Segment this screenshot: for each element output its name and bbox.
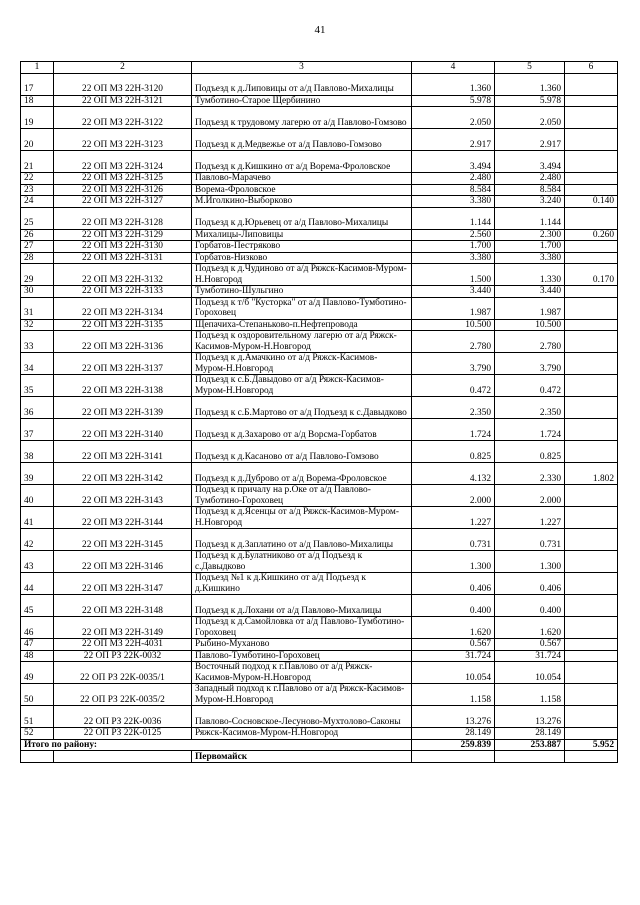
length-col6 [565, 286, 618, 298]
road-name: Подъезд к причалу на р.Оке от а/д Павлово-Тумботино-Гороховец [192, 485, 412, 507]
road-code: 22 ОП МЗ 22Н-3132 [54, 264, 192, 286]
road-name: Западный подход к г.Павлово от а/д Ряжск-Касимов-Муром-Н.Новгород [192, 684, 412, 706]
row-number: 33 [21, 331, 54, 353]
road-code: 22 ОП МЗ 22Н-3120 [54, 73, 192, 95]
road-name: Павлово-Сосновское-Лесуново-Мухтолово-Саконы [192, 706, 412, 728]
length-col6 [565, 73, 618, 95]
length-total: 2.350 [412, 397, 495, 419]
length-col5: 2.480 [495, 173, 565, 185]
length-col5: 3.380 [495, 252, 565, 264]
length-col6: 1.802 [565, 463, 618, 485]
row-number: 35 [21, 375, 54, 397]
road-code: 22 ОП МЗ 22Н-3121 [54, 95, 192, 107]
row-number: 18 [21, 95, 54, 107]
road-name: Подъезд к д.Дуброво от а/д Ворема-Фроловское [192, 463, 412, 485]
length-col5: 1.620 [495, 617, 565, 639]
length-col6: 0.170 [565, 264, 618, 286]
section-empty-cell [412, 751, 495, 763]
length-col5: 10.054 [495, 662, 565, 684]
length-col6 [565, 419, 618, 441]
road-name: Ворема-Фроловское [192, 184, 412, 196]
road-code: 22 ОП МЗ 22Н-3129 [54, 229, 192, 241]
row-number: 40 [21, 485, 54, 507]
length-total: 0.400 [412, 595, 495, 617]
length-col5: 2.000 [495, 485, 565, 507]
row-number: 25 [21, 207, 54, 229]
table-row [21, 441, 618, 463]
length-col5: 0.567 [495, 639, 565, 651]
table-row [21, 184, 618, 196]
table-row [21, 107, 618, 129]
header-col-1: 1 [21, 62, 54, 74]
road-code: 22 ОП РЗ 22К-0035/2 [54, 684, 192, 706]
length-col5: 0.400 [495, 595, 565, 617]
road-name: Подъезд к д.Самойловка от а/д Павлово-Тумботино-Гороховец [192, 617, 412, 639]
header-col-3: 3 [192, 62, 412, 74]
road-name: Подъезд к д.Чудиново от а/д Ряжск-Касимов-Муром-Н.Новгород [192, 264, 412, 286]
road-name: Подъезд к д.Касаново от а/д Павлово-Гомзово [192, 441, 412, 463]
length-total: 0.731 [412, 529, 495, 551]
row-number: 26 [21, 229, 54, 241]
length-col5: 3.440 [495, 286, 565, 298]
road-name: Подъезд к д.Кишкино от а/д Ворема-Фроловское [192, 151, 412, 173]
length-total: 1.500 [412, 264, 495, 286]
table-row [21, 207, 618, 229]
total-row [21, 739, 618, 751]
length-col6: 0.260 [565, 229, 618, 241]
length-col5: 31.724 [495, 650, 565, 662]
length-total: 8.584 [412, 184, 495, 196]
road-code: 22 ОП МЗ 22Н-3147 [54, 573, 192, 595]
length-total: 0.825 [412, 441, 495, 463]
table-row [21, 264, 618, 286]
road-code: 22 ОП МЗ 22Н-3122 [54, 107, 192, 129]
length-col5: 3.494 [495, 151, 565, 173]
length-col5: 3.240 [495, 196, 565, 208]
row-number: 42 [21, 529, 54, 551]
length-col6 [565, 353, 618, 375]
length-col6 [565, 319, 618, 331]
length-total: 1.227 [412, 507, 495, 529]
section-title: Первомайск [192, 751, 412, 763]
length-col6 [565, 706, 618, 728]
road-name: Ряжск-Касимов-Муром-Н.Новгород [192, 728, 412, 740]
row-number: 52 [21, 728, 54, 740]
length-col6 [565, 331, 618, 353]
road-name: Подъезд к трудовому лагерю от а/д Павлово-Гомзово [192, 107, 412, 129]
length-col5: 0.731 [495, 529, 565, 551]
length-col6 [565, 107, 618, 129]
table-row [21, 331, 618, 353]
table-row [21, 319, 618, 331]
row-number: 41 [21, 507, 54, 529]
length-total: 5.978 [412, 95, 495, 107]
length-col5: 2.780 [495, 331, 565, 353]
road-name: Подъезд к д.Заплатино от а/д Павлово-Михалицы [192, 529, 412, 551]
length-col6 [565, 529, 618, 551]
length-col5: 1.360 [495, 73, 565, 95]
length-col5: 0.825 [495, 441, 565, 463]
length-col5: 10.500 [495, 319, 565, 331]
length-col6 [565, 184, 618, 196]
length-total: 1.360 [412, 73, 495, 95]
length-col5: 2.330 [495, 463, 565, 485]
table-row [21, 639, 618, 651]
road-code: 22 ОП МЗ 22Н-3135 [54, 319, 192, 331]
length-col6: 0.140 [565, 196, 618, 208]
length-total: 1.700 [412, 241, 495, 253]
road-code: 22 ОП МЗ 22Н-3128 [54, 207, 192, 229]
table-row [21, 728, 618, 740]
length-col6 [565, 241, 618, 253]
table-row [21, 529, 618, 551]
road-code: 22 ОП МЗ 22Н-3134 [54, 297, 192, 319]
length-col5: 5.978 [495, 95, 565, 107]
road-name: Подъезд к д.Медвежье от а/д Павлово-Гомзово [192, 129, 412, 151]
road-code: 22 ОП МЗ 22Н-3145 [54, 529, 192, 551]
road-code: 22 ОП МЗ 22Н-4031 [54, 639, 192, 651]
road-name: Горбатов-Пестряково [192, 241, 412, 253]
length-col5: 1.227 [495, 507, 565, 529]
row-number: 51 [21, 706, 54, 728]
road-code: 22 ОП МЗ 22Н-3138 [54, 375, 192, 397]
section-empty-cell [54, 751, 192, 763]
length-col5: 13.276 [495, 706, 565, 728]
road-code: 22 ОП МЗ 22Н-3125 [54, 173, 192, 185]
length-total: 1.300 [412, 551, 495, 573]
length-col6 [565, 728, 618, 740]
length-col6 [565, 595, 618, 617]
row-number: 36 [21, 397, 54, 419]
length-col5: 0.472 [495, 375, 565, 397]
total-c4: 259.839 [412, 739, 495, 751]
length-total: 10.054 [412, 662, 495, 684]
row-number: 21 [21, 151, 54, 173]
table-row [21, 73, 618, 95]
road-name: Горбатов-Низково [192, 252, 412, 264]
roads-table [20, 61, 618, 763]
length-col5: 1.724 [495, 419, 565, 441]
road-code: 22 ОП МЗ 22Н-3136 [54, 331, 192, 353]
length-col5: 2.300 [495, 229, 565, 241]
table-row [21, 419, 618, 441]
road-name: Подъезд к т/б "Кусторка" от а/д Павлово-Тумботино-Гороховец [192, 297, 412, 319]
road-code: 22 ОП МЗ 22Н-3142 [54, 463, 192, 485]
road-name: Подъезд к д.Ясенцы от а/д Ряжск-Касимов-Муром-Н.Новгород [192, 507, 412, 529]
road-code: 22 ОП МЗ 22Н-3137 [54, 353, 192, 375]
table-row [21, 684, 618, 706]
length-col6 [565, 375, 618, 397]
length-col6 [565, 173, 618, 185]
road-name: Подъезд к д.Лохани от а/д Павлово-Михалицы [192, 595, 412, 617]
table-row [21, 95, 618, 107]
length-col6 [565, 662, 618, 684]
road-name: Подъезд к д.Липовицы от а/д Павлово-Михалицы [192, 73, 412, 95]
length-col5: 8.584 [495, 184, 565, 196]
row-number: 29 [21, 264, 54, 286]
length-col5: 1.300 [495, 551, 565, 573]
row-number: 23 [21, 184, 54, 196]
length-total: 1.158 [412, 684, 495, 706]
section-empty-cell [495, 751, 565, 763]
row-number: 24 [21, 196, 54, 208]
length-total: 2.480 [412, 173, 495, 185]
road-name: Тумботино-Шульгино [192, 286, 412, 298]
road-name: Подъезд к с.Б.Давыдово от а/д Ряжск-Касимов-Муром-Н.Новгород [192, 375, 412, 397]
table-row [21, 129, 618, 151]
length-col5: 2.350 [495, 397, 565, 419]
row-number: 28 [21, 252, 54, 264]
road-code: 22 ОП МЗ 22Н-3144 [54, 507, 192, 529]
road-name: Михалицы-Липовицы [192, 229, 412, 241]
length-total: 28.149 [412, 728, 495, 740]
table-row [21, 507, 618, 529]
road-name: Щепачиха-Степаньково-п.Нефтепровода [192, 319, 412, 331]
length-total: 3.440 [412, 286, 495, 298]
table-row [21, 229, 618, 241]
table-row [21, 650, 618, 662]
table-row [21, 573, 618, 595]
table-row [21, 551, 618, 573]
table-header-row [21, 62, 618, 74]
row-number: 32 [21, 319, 54, 331]
row-number: 34 [21, 353, 54, 375]
road-name: Подъезд к д.Юрьевец от а/д Павлово-Михалицы [192, 207, 412, 229]
table-row [21, 286, 618, 298]
road-name: Восточный подход к г.Павлово от а/д Ряжск-Касимов-Муром-Н.Новгород [192, 662, 412, 684]
length-total: 1.620 [412, 617, 495, 639]
length-col6 [565, 151, 618, 173]
length-total: 2.050 [412, 107, 495, 129]
length-total: 4.132 [412, 463, 495, 485]
road-name: Подъезд к с.Б.Мартово от а/д Подъезд к с.Давыдково [192, 397, 412, 419]
length-col6 [565, 639, 618, 651]
road-code: 22 ОП МЗ 22Н-3139 [54, 397, 192, 419]
row-number: 30 [21, 286, 54, 298]
road-name: Подъезд к д.Булатниково от а/д Подъезд к с.Давыдково [192, 551, 412, 573]
length-col5: 1.330 [495, 264, 565, 286]
length-col6 [565, 297, 618, 319]
length-col6 [565, 573, 618, 595]
length-col6 [565, 650, 618, 662]
road-name: М.Иголкино-Выборково [192, 196, 412, 208]
row-number: 37 [21, 419, 54, 441]
length-total: 3.494 [412, 151, 495, 173]
length-total: 1.724 [412, 419, 495, 441]
table-row [21, 463, 618, 485]
length-col6 [565, 617, 618, 639]
road-code: 22 ОП РЗ 22К-0035/1 [54, 662, 192, 684]
length-col6 [565, 95, 618, 107]
row-number: 17 [21, 73, 54, 95]
table-row [21, 595, 618, 617]
total-c6: 5.952 [565, 739, 618, 751]
row-number: 20 [21, 129, 54, 151]
length-col6 [565, 507, 618, 529]
row-number: 45 [21, 595, 54, 617]
length-col5: 0.406 [495, 573, 565, 595]
length-col5: 2.050 [495, 107, 565, 129]
table-row [21, 617, 618, 639]
table-row [21, 485, 618, 507]
length-total: 2.000 [412, 485, 495, 507]
road-code: 22 ОП МЗ 22Н-3127 [54, 196, 192, 208]
section-row [21, 751, 618, 763]
header-col-4: 4 [412, 62, 495, 74]
length-col5: 3.790 [495, 353, 565, 375]
row-number: 49 [21, 662, 54, 684]
length-col6 [565, 551, 618, 573]
length-col6 [565, 129, 618, 151]
road-name: Подъезд к д.Захарово от а/д Ворсма-Горбатов [192, 419, 412, 441]
section-empty-cell [565, 751, 618, 763]
row-number: 38 [21, 441, 54, 463]
table-row [21, 353, 618, 375]
road-code: 22 ОП МЗ 22Н-3124 [54, 151, 192, 173]
road-code: 22 ОП МЗ 22Н-3149 [54, 617, 192, 639]
road-code: 22 ОП МЗ 22Н-3123 [54, 129, 192, 151]
road-code: 22 ОП МЗ 22Н-3140 [54, 419, 192, 441]
row-number: 44 [21, 573, 54, 595]
road-code: 22 ОП МЗ 22Н-3148 [54, 595, 192, 617]
length-total: 31.724 [412, 650, 495, 662]
road-code: 22 ОП МЗ 22Н-3126 [54, 184, 192, 196]
length-col6 [565, 485, 618, 507]
road-code: 22 ОП МЗ 22Н-3131 [54, 252, 192, 264]
road-name: Подъезд к оздоровительному лагерю от а/д Ряжск-Касимов-Муром-Н.Новгород [192, 331, 412, 353]
length-col5: 1.700 [495, 241, 565, 253]
table-row [21, 151, 618, 173]
length-col5: 2.917 [495, 129, 565, 151]
length-col6 [565, 252, 618, 264]
row-number: 31 [21, 297, 54, 319]
table-row [21, 662, 618, 684]
length-col6 [565, 441, 618, 463]
length-total: 1.987 [412, 297, 495, 319]
row-number: 46 [21, 617, 54, 639]
page-number: 41 [314, 24, 326, 36]
road-name: Рыбино-Муханово [192, 639, 412, 651]
road-name: Тумботино-Старое Щербинино [192, 95, 412, 107]
length-total: 10.500 [412, 319, 495, 331]
road-code: 22 ОП РЗ 22К-0036 [54, 706, 192, 728]
road-code: 22 ОП МЗ 22Н-3133 [54, 286, 192, 298]
total-label: Итого по району: [21, 739, 412, 751]
length-col6 [565, 684, 618, 706]
length-total: 13.276 [412, 706, 495, 728]
table-row [21, 241, 618, 253]
length-col6 [565, 397, 618, 419]
table-row [21, 297, 618, 319]
row-number: 27 [21, 241, 54, 253]
header-col-5: 5 [495, 62, 565, 74]
road-code: 22 ОП МЗ 22Н-3146 [54, 551, 192, 573]
length-total: 3.380 [412, 196, 495, 208]
row-number: 19 [21, 107, 54, 129]
length-total: 0.472 [412, 375, 495, 397]
length-total: 2.780 [412, 331, 495, 353]
row-number: 43 [21, 551, 54, 573]
table-row [21, 397, 618, 419]
road-name: Павлово-Марачево [192, 173, 412, 185]
total-c5: 253.887 [495, 739, 565, 751]
road-code: 22 ОП РЗ 22К-0125 [54, 728, 192, 740]
table-row [21, 173, 618, 185]
length-col5: 1.987 [495, 297, 565, 319]
road-code: 22 ОП РЗ 22К-0032 [54, 650, 192, 662]
road-code: 22 ОП МЗ 22Н-3143 [54, 485, 192, 507]
row-number: 39 [21, 463, 54, 485]
table-row [21, 252, 618, 264]
length-col5: 1.144 [495, 207, 565, 229]
road-code: 22 ОП МЗ 22Н-3130 [54, 241, 192, 253]
road-code: 22 ОП МЗ 22Н-3141 [54, 441, 192, 463]
road-name: Подъезд к д.Амачкино от а/д Ряжск-Касимов-Муром-Н.Новгород [192, 353, 412, 375]
length-total: 0.567 [412, 639, 495, 651]
length-total: 0.406 [412, 573, 495, 595]
road-name: Павлово-Тумботино-Гороховец [192, 650, 412, 662]
table-row [21, 706, 618, 728]
length-col6 [565, 207, 618, 229]
header-col-6: 6 [565, 62, 618, 74]
length-total: 2.917 [412, 129, 495, 151]
length-total: 3.790 [412, 353, 495, 375]
length-col5: 28.149 [495, 728, 565, 740]
row-number: 50 [21, 684, 54, 706]
length-total: 3.380 [412, 252, 495, 264]
length-col5: 1.158 [495, 684, 565, 706]
row-number: 47 [21, 639, 54, 651]
table-row [21, 196, 618, 208]
length-total: 2.560 [412, 229, 495, 241]
header-col-2: 2 [54, 62, 192, 74]
section-empty-cell [21, 751, 54, 763]
row-number: 48 [21, 650, 54, 662]
row-number: 22 [21, 173, 54, 185]
road-name: Подъезд №1 к д.Кишкино от а/д Подъезд к д.Кишкино [192, 573, 412, 595]
table-row [21, 375, 618, 397]
length-total: 1.144 [412, 207, 495, 229]
